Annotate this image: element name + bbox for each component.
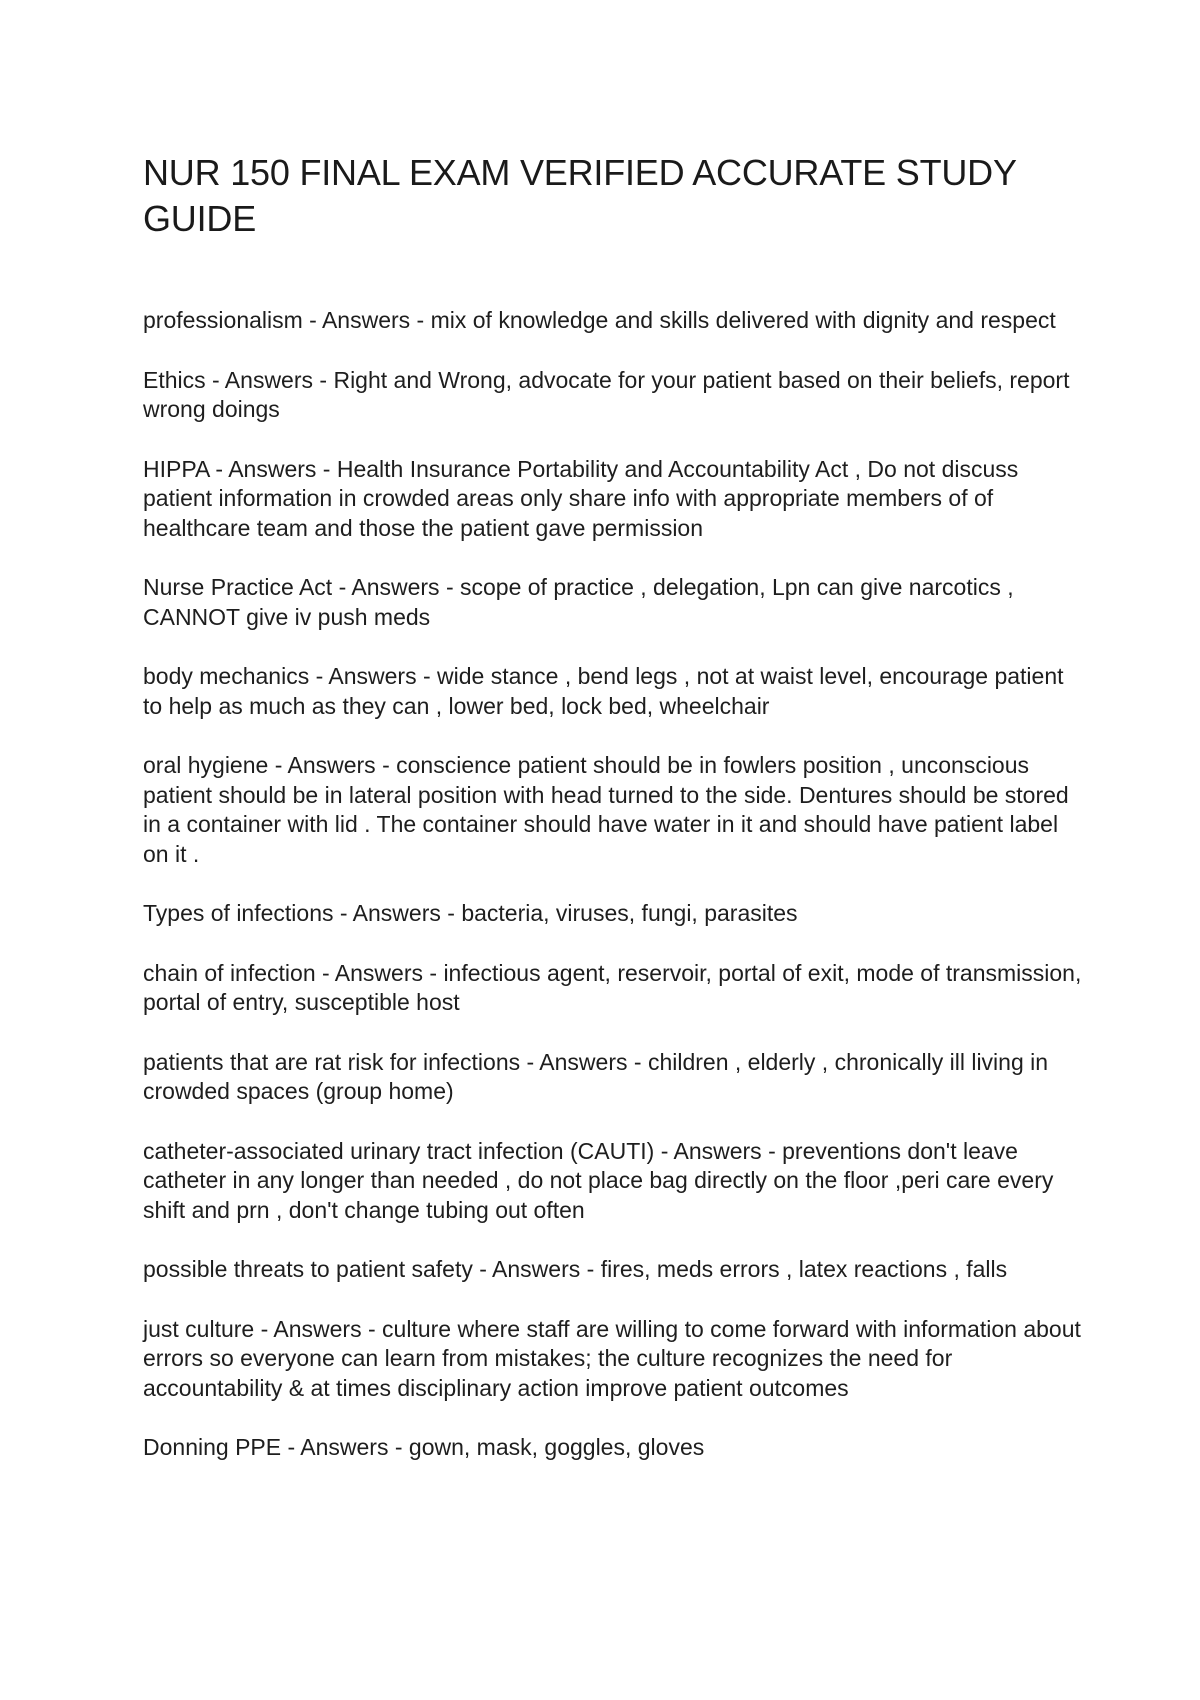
entry-term: Types of infections: [143, 900, 334, 926]
entry-answer: wide stance , bend legs , not at waist level, encourage patient to help as much as they can , lower bed, lock bed, wheelchair: [143, 663, 1064, 719]
entry-separator: - Answers -: [302, 307, 431, 333]
entry-answer: infectious agent, reservoir, portal of exit, mode of transmission, portal of entry, susceptible host: [143, 959, 1082, 1015]
entry: [143, 662, 1083, 721]
entry: [143, 1048, 1083, 1107]
entry: [143, 751, 1083, 869]
entry-separator: - Answers -: [332, 574, 460, 600]
entry-answer: fires, meds errors , latex reactions , falls: [600, 1256, 1008, 1282]
document-page: [143, 150, 1083, 1493]
entry-answer: scope of practice , delegation, Lpn can give narcotics , CANNOT give iv push meds: [143, 574, 1014, 630]
entry-term: oral hygiene: [143, 752, 269, 778]
entry: [143, 455, 1083, 544]
entry: [143, 899, 1083, 929]
entry: [143, 306, 1083, 336]
entry: [143, 1315, 1083, 1404]
entry-separator: - Answers -: [654, 1137, 783, 1164]
entry-separator: - Answers -: [520, 1048, 648, 1075]
entry: [143, 959, 1083, 1018]
entry-answer: culture where staff are willing to come forward with information about errors so everyone can learn from mistakes; the culture recognizes the need for accountability & at times disciplinary action improve patient outcomes: [143, 1315, 1081, 1401]
entry-separator: - Answers -: [281, 1434, 409, 1460]
entry-answer: Right and Wrong, advocate for your patient based on their beliefs, report wrong doings: [143, 366, 1070, 422]
entry-answer: bacteria, viruses, fungi, parasites: [461, 900, 798, 926]
entry-term: chain of infection: [143, 959, 316, 986]
entry-term: professionalism: [143, 307, 303, 333]
entry-separator: - Answers -: [309, 663, 438, 689]
entry-separator: - Answers -: [209, 455, 337, 482]
entry-answer: Health Insurance Portability and Accountability Act , Do not discuss patient information in crowded areas only share info with appropriate members of of healthcare team and those the patient gave permission: [143, 455, 1019, 541]
entry-term: just culture: [143, 1315, 255, 1342]
entry-answer: mix of knowledge and skills delivered with dignity and respect: [430, 307, 1056, 333]
entry: [143, 1433, 1083, 1463]
entry: [143, 573, 1083, 632]
entry-separator: - Answers -: [205, 366, 334, 393]
entry-term: patients that are rat risk for infections: [143, 1048, 521, 1075]
entry-answer: preventions don't leave catheter in any longer than needed , do not place bag directly on the floor ,peri care every shift and prn , don't change tubing out often: [143, 1137, 1054, 1223]
entry-term: Donning PPE: [143, 1434, 282, 1460]
entry-list: [143, 306, 1083, 1463]
entry-separator: - Answers -: [315, 959, 444, 986]
entry-term: Ethics: [143, 366, 206, 393]
document-title: NUR 150 FINAL EXAM VERIFIED ACCURATE STUDY GUIDE: [143, 152, 1017, 239]
entry-term: HIPPA: [143, 455, 210, 482]
entry-term: catheter-associated urinary tract infection (CAUTI): [143, 1137, 655, 1164]
entry-separator: - Answers -: [254, 1315, 383, 1342]
entry-term: possible threats to patient safety: [143, 1256, 473, 1282]
entry-answer: children , elderly , chronically ill living in crowded spaces (group home): [143, 1048, 1049, 1104]
entry-answer: conscience patient should be in fowlers position , unconscious patient should be in lateral position with head turned to the side. Dentures should be stored in a container with lid . The container should have water in it and should have patient label on it .: [143, 752, 1069, 867]
entry-term: Nurse Practice Act: [143, 574, 333, 600]
entry-answer: gown, mask, goggles, gloves: [408, 1434, 705, 1460]
entry-term: body mechanics: [143, 663, 310, 689]
entry-separator: - Answers -: [268, 752, 397, 778]
entry-separator: - Answers -: [333, 900, 462, 926]
entry-separator: - Answers -: [472, 1256, 601, 1282]
entry: [143, 366, 1083, 425]
entry: [143, 1255, 1083, 1285]
entry: [143, 1137, 1083, 1226]
